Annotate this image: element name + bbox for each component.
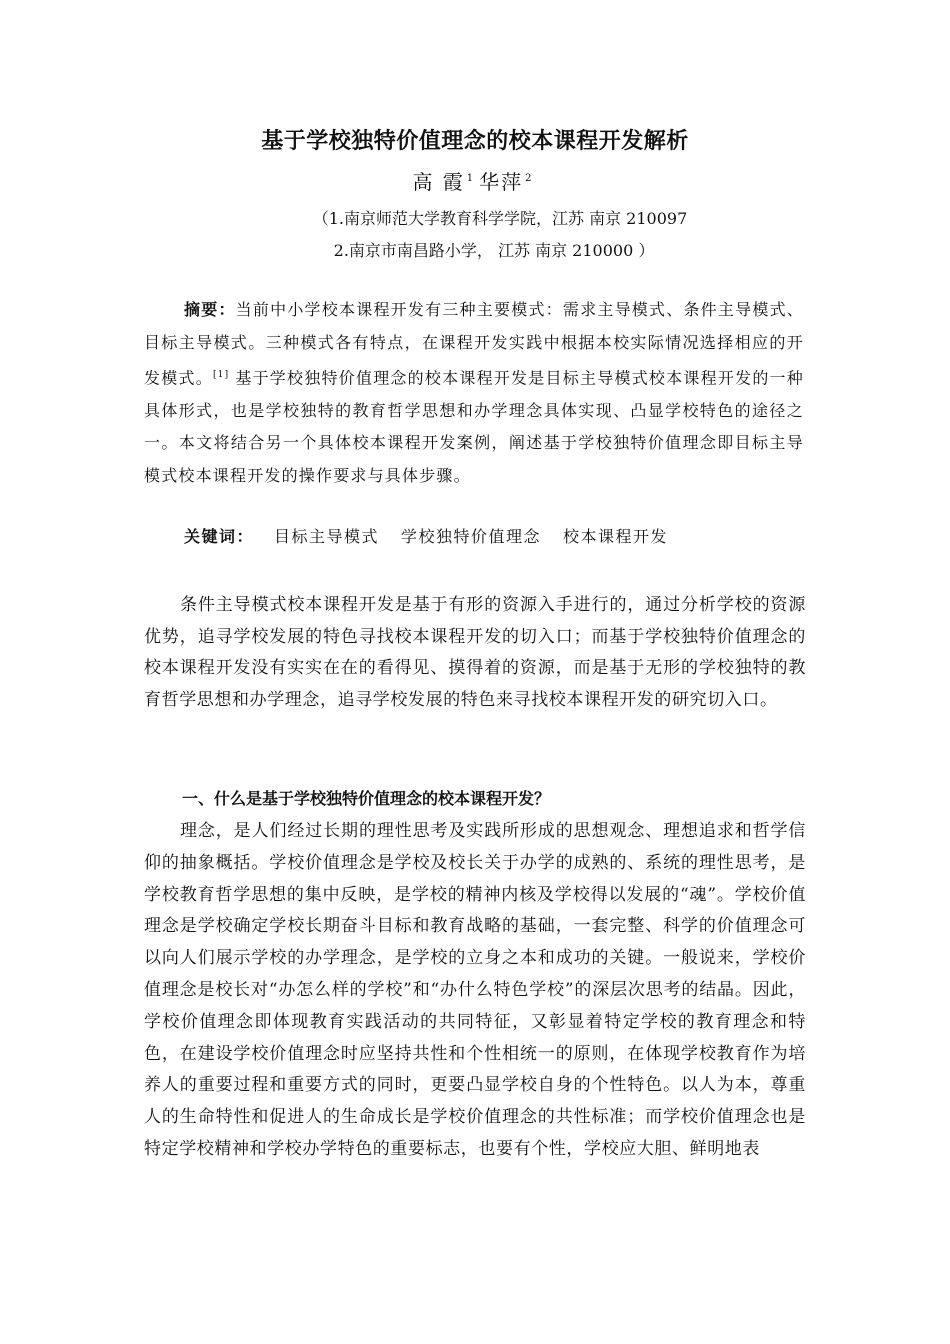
abstract-text: 当前中小学校本课程开发有三种主要模式：需求主导模式、条件主导模式、目标主导模式。三种模式各有特点，在课程开发实践中根据本校实际情况选择相应的开发模式。: [144, 300, 804, 388]
paper-title: 基于学校独特价值理念的校本课程开发解析: [261, 129, 689, 154]
author-affiliation-mark: 2: [525, 173, 532, 185]
affiliation-line: 2.南京市南昌路小学， 江苏 南京 210000 ）: [333, 241, 655, 260]
affiliation-line: （1.南京师范大学教育科学学院，江苏 南京 210097: [312, 209, 688, 228]
keywords: [184, 524, 690, 547]
author-name: 高 霞: [412, 170, 465, 194]
citation-reference: [1]: [212, 370, 230, 380]
author-name: 华萍: [479, 170, 524, 194]
abstract: [144, 294, 804, 492]
abstract-label: 摘要：: [184, 300, 236, 319]
abstract-text: 基于学校独特价值理念的校本课程开发是目标主导模式校本课程开发的一种具体形式，也是学校独特的教育哲学思想和办学理念具体实现、凸显学校特色的途径之一。本文将结合另一个具体校本课程开发案例，阐述基于学校独特价值理念即目标主导模式校本课程开发的操作要求与具体步骤。: [144, 368, 804, 485]
section-heading: 一、什么是基于学校独特价值理念的校本课程开发？: [182, 789, 551, 808]
keywords-label: 关键词：: [184, 527, 255, 546]
section-paragraph: 理念，是人们经过长期的理性思考及实践所形成的思想观念、理想追求和哲学信仰的抽象概括。学校价值理念是学校及校长关于办学的成熟的、系统的理性思考，是学校教育哲学思想的集中反映，是学校的精神内核及学校得以发展的“魂”。学校价值理念是学校确定学校长期奋斗目标和教育战略的基础，一套完整、科学的价值理念可以向人们展示学校的办学理念，是学校的立身之本和成功的关键。一般说来，学校价值理念是校长对“办怎么样的学校”和“办什么特色学校”的深层次思考的结晶。因此，学校价值理念即体现教育实践活动的共同特征，又彰显着特定学校的教育理念和特色，在建设学校价值理念时应坚持共性和个性相统一的原则，在体现学校教育作为培养人的重要过程和重要方式的同时，更要凸显学校自身的个性特色。以人为本，尊重人的生命特性和促进人的生命成长是学校价值理念的共性标准；而学校价值理念也是特定学校精神和学校办学特色的重要标志，也要有个性，学校应大胆、鲜明地表: [144, 821, 806, 1159]
keyword: 校本课程开发: [563, 527, 669, 546]
keyword: 学校独特价值理念: [401, 527, 542, 546]
intro-paragraph: 条件主导模式校本课程开发是基于有形的资源入手进行的，通过分析学校的资源优势，追寻学校发展的特色寻找校本课程开发的切入口；而基于学校独特价值理念的校本课程开发没有实实在在的看得见、摸得着的资源，而是基于无形的学校独特的教育哲学思想和办学理念，追寻学校发展的特色来寻找校本课程开发的研究切入口。: [144, 595, 806, 710]
keyword: 目标主导模式: [274, 527, 380, 546]
author-affiliation-mark: 1: [466, 173, 474, 185]
author-line: [0, 166, 950, 195]
